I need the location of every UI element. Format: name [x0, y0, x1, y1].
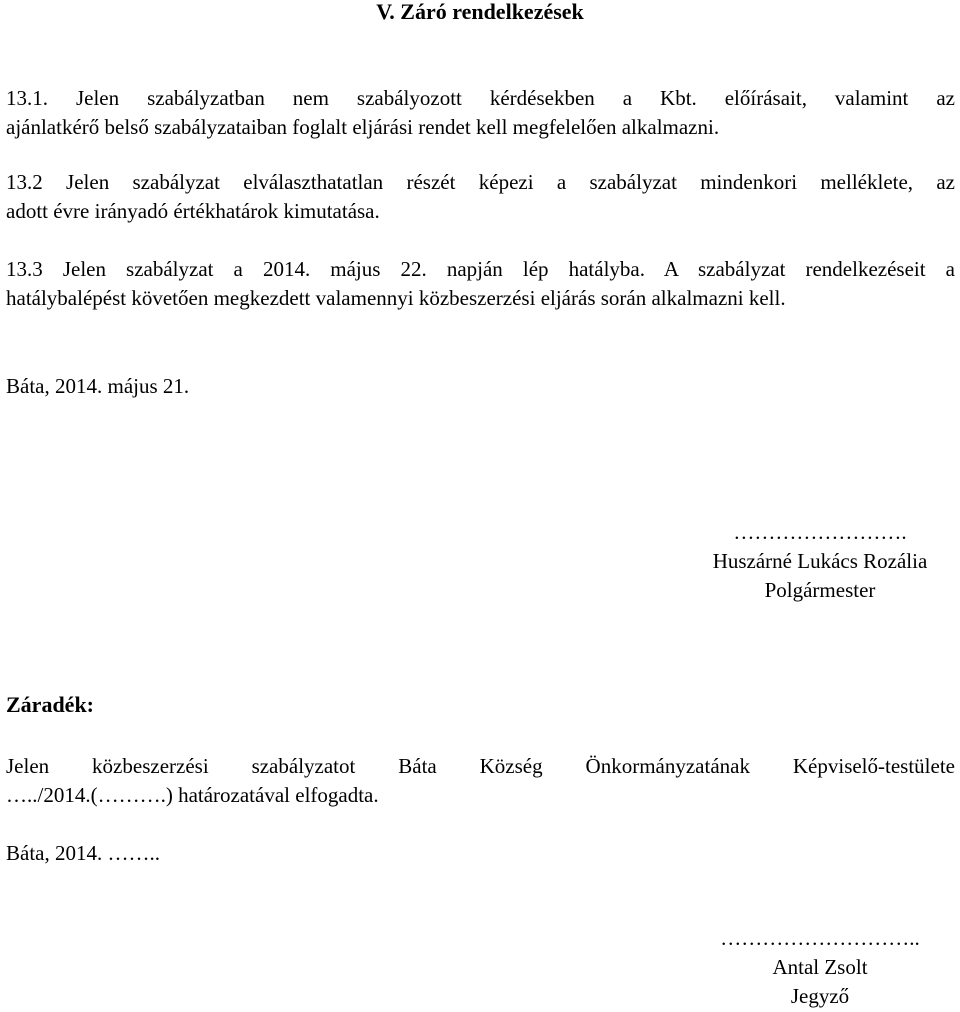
clause-text-line-1: Jelen közbeszerzési szabályzatot Báta Község Önkormányzatának Képviselő-testülete [6, 754, 955, 778]
signatory-name: Antal Zsolt [772, 955, 868, 979]
paragraph-13-3-line-1: 13.3 Jelen szabályzat a 2014. május 22. napján lép hatályba. A szabályzat rendelkezéseit a [6, 257, 955, 281]
paragraph-13-1-line-2: ajánlatkérő belső szabályzataiban foglalt eljárási rendet kell megfelelően alkalmazni. [6, 115, 720, 139]
place-date-signing: Báta, 2014. május 21. [6, 374, 190, 398]
place-date-clause: Báta, 2014. …….. [6, 841, 160, 865]
paragraph-13-3-line-2: hatálybalépést követően megkezdett valamennyi közbeszerzési eljárás során alkalmazni kell. [6, 286, 786, 310]
paragraph-13-3 [6, 255, 955, 313]
paragraph-13-1-line-1: 13.1. Jelen szabályzatban nem szabályozott kérdésekben a Kbt. előírásait, valamint az [6, 86, 955, 110]
paragraph-13-2-line-1: 13.2 Jelen szabályzat elválaszthatatlan részét képezi a szabályzat mindenkori melléklete, az [6, 170, 955, 194]
signature-dots: ……………………. [733, 520, 907, 544]
signature-dots: ……………………….. [720, 926, 920, 950]
paragraph-13-1 [6, 84, 955, 142]
mayor-signature-block [680, 518, 960, 605]
clause-heading: Záradék: [6, 692, 94, 717]
paragraph-13-2-line-2: adott évre irányadó értékhatárok kimutatása. [6, 199, 380, 223]
paragraph-13-2 [6, 168, 955, 226]
signatory-name: Huszárné Lukács Rozália [712, 549, 928, 573]
clause-text-line-2: …../2014.(……….) határozatával elfogadta. [6, 783, 379, 807]
section-heading: V. Záró rendelkezések [376, 0, 584, 24]
notary-signature-block [680, 924, 960, 1011]
signatory-title: Jegyző [790, 984, 850, 1008]
signatory-title: Polgármester [764, 578, 876, 602]
clause-text [6, 752, 955, 810]
